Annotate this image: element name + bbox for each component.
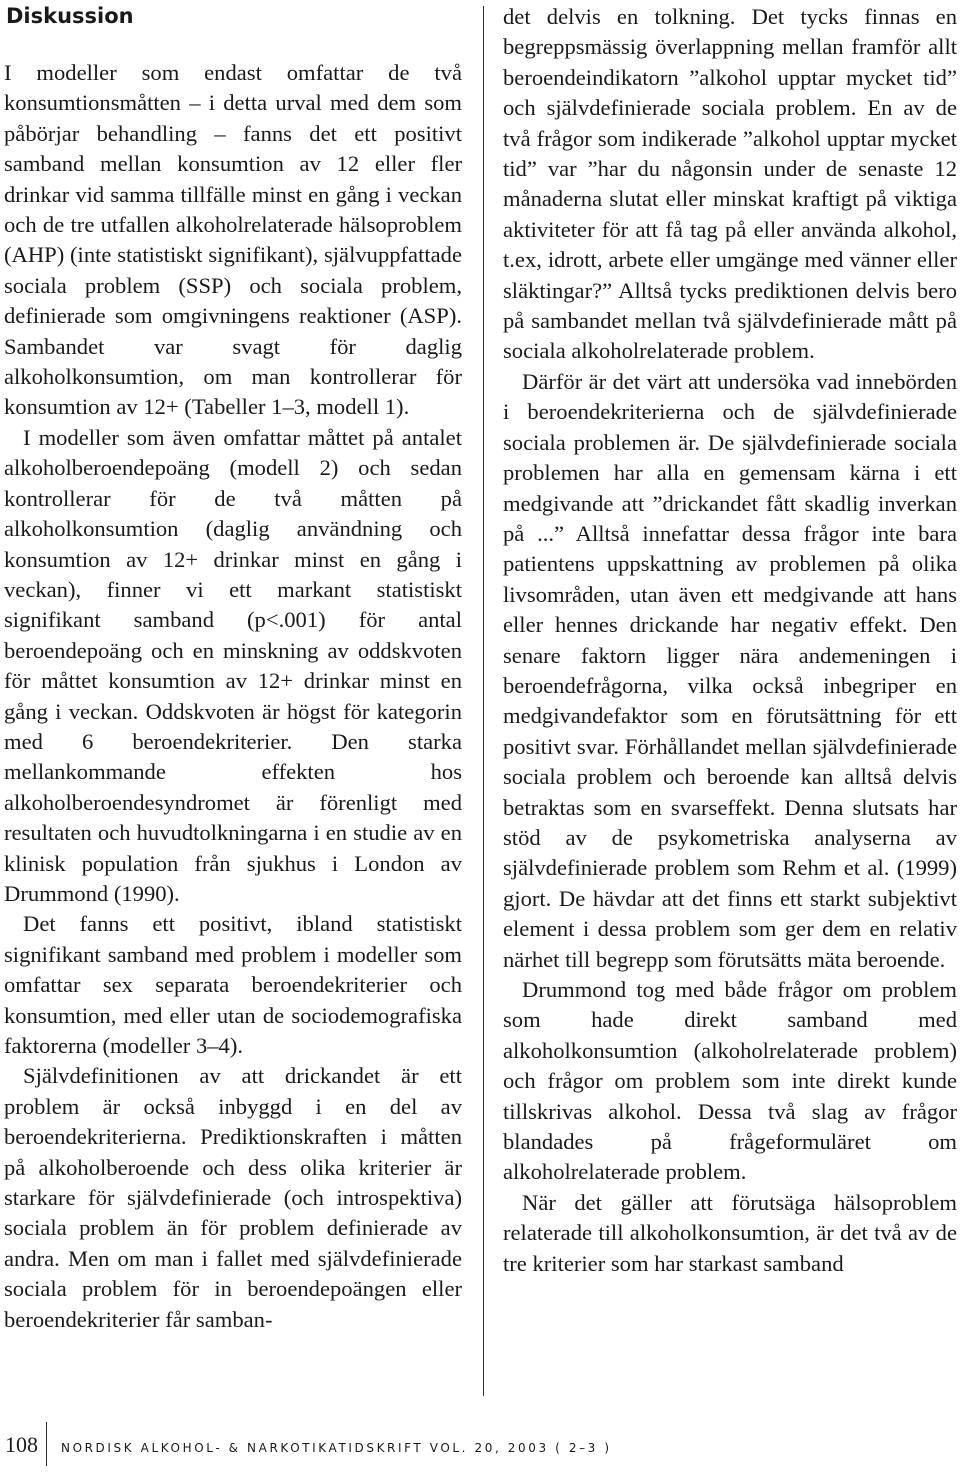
left-text-column	[4, 58, 462, 1335]
paragraph: Drummond tog med både frågor om problem som hade direkt samband med alkoholkonsumtion (alkoholrelaterade problem) och frågor om problem som inte direkt kunde tillskrivas alkohol. Dessa två slag av frågor blandades på frågeformuläret om alkoholrelaterade problem.	[503, 977, 957, 1185]
paragraph: När det gäller att förutsäga hälsoproblem relaterade till alkoholkonsumtion, är det två av de tre kriterier som har starkast samband	[503, 1189, 957, 1276]
paragraph: Det fanns ett positivt, ibland statistiskt signifikant samband med problem i modeller som omfattar sex separata beroendekriterier och konsumtion, med eller utan de sociodemografiska faktorerna (modeller 3–4).	[4, 911, 462, 1058]
journal-title: NORDISK ALKOHOL- & NARKOTIKATIDSKRIFT VOL. 20, 2003 ( 2–3 )	[61, 1441, 612, 1455]
paragraph: det delvis en tolkning. Det tycks finnas en begreppsmässig överlappning mellan framför allt beroendeindikatorn ”alkohol upptar mycket tid” och självdefinierade sociala problem. En av de två frågor som indikerade ”alkohol upptar mycket tid” var ”har du någonsin under de senaste 12 månaderna slutat eller minskat kraftigt på viktiga aktiviteter för att få tag på eller använda alkohol, t.ex, idrott, arbete eller umgänge med vänner eller släktingar?” Alltså tycks prediktionen delvis bero på sambandet mellan två självdefinierade mått på sociala alkoholrelaterade problem.	[503, 4, 957, 364]
paragraph: I modeller som endast omfattar de två konsumtionsmåtten – i detta urval med dem som påbörjar behandling – fanns det ett positivt samband mellan konsumtion av 12 eller fler drinkar vid samma tillfälle minst en gång i veckan och de tre utfallen alkoholrelaterade hälsoproblem (AHP) (inte statistiskt signifikant), självuppfattade sociala problem (SSP) och sociala problem, definierade som omgivningens reaktioner (ASP). Sambandet var svagt för daglig alkoholkonsumtion, om man kontrollerar för konsumtion av 12+ (Tabeller 1–3, modell 1).	[4, 60, 462, 420]
page-footer	[0, 1420, 960, 1472]
page-number: 108	[5, 1432, 38, 1457]
section-heading: Diskussion	[6, 4, 134, 28]
paragraph: I modeller som även omfattar måttet på antalet alkoholberoendepoäng (modell 2) och sedan kontrollerar för de två måtten på alkoholkonsumtion (daglig användning och konsumtion av 12+ drinkar minst en gång i veckan), finner vi ett markant statistiskt signifikant samband (p<.001) för antal beroendepoäng och en minskning av oddskvoten för måttet konsumtion av 12+ drinkar minst en gång i veckan. Oddskvoten är högst för kategorin med 6 beroendekriterier. Den starka mellankommande effekten hos alkoholberoendesyndromet är förenligt med resultaten och huvudtolkningarna i en studie av en klinisk population från sjukhus i London av Drummond (1990).	[4, 424, 462, 906]
column-divider	[483, 6, 484, 1396]
right-text-column	[503, 2, 957, 1279]
paragraph: Självdefinitionen av att drickandet är ett problem är också inbyggd i en del av beroendekriterierna. Prediktionskraften i måtten på alkoholberoende och dess olika kriterier är starkare för självdefinierade (och introspektiva) sociala problem än för problem definierade av andra. Men om man i fallet med självdefinierade sociala problem för in beroendepoängen eller beroendekriterier får samban-	[4, 1063, 462, 1332]
footer-divider	[46, 1422, 47, 1466]
paragraph: Därför är det värt att undersöka vad innebörden i beroendekriterierna och de självdefinierade sociala problemen är. De självdefinierade sociala problemen har alla en gemensam kärna i ett medgivande att ”drickandet fått skadlig inverkan på ...” Alltså innefattar dessa frågor inte bara patientens uppskattning av problemen på olika livsområden, utan även ett medgivande att hans eller hennes drickande har negativ effekt. Den senare faktorn ligger nära andemeningen i beroendefrågorna, vilka också inbegriper en medgivandefaktor som en förutsättning för ett positivt svar. Förhållandet mellan självdefinierade sociala problem och beroende kan alltså delvis betraktas som en svarseffekt. Denna slutsats har stöd av de psykometriska analyserna av självdefinierade problem som Rehm et al. (1999) gjort. De hävdar att det finns ett starkt subjektivt element i dessa problem som ger dem en relativ närhet till begrepp som förutsätts mäta beroende.	[503, 368, 957, 972]
